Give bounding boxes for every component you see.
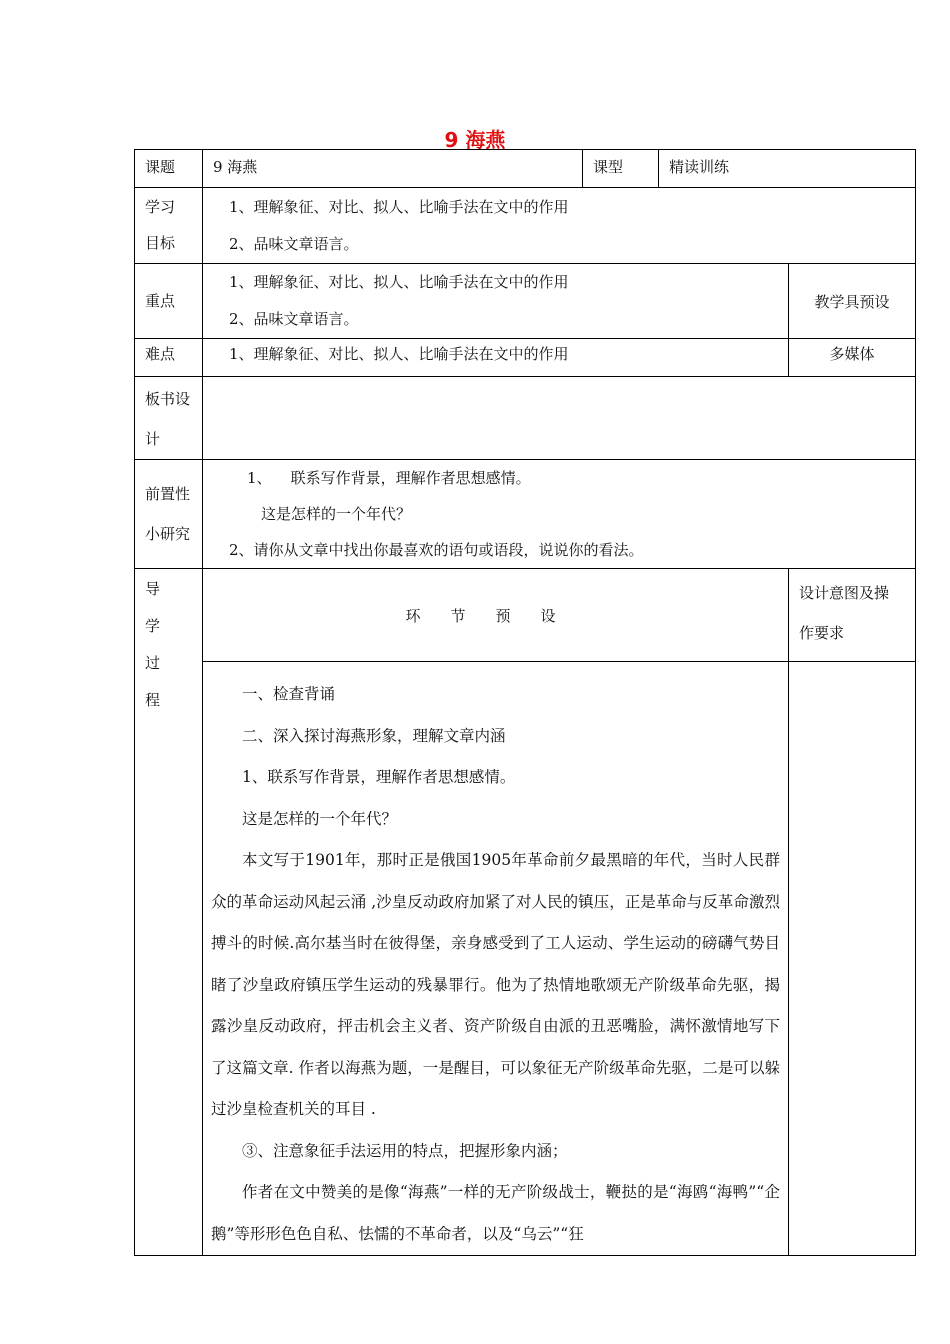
course-value: 9 海燕 — [213, 158, 258, 176]
course-type-value: 精读训练 — [669, 158, 730, 176]
process-label — [135, 569, 202, 719]
row-process-body — [135, 662, 916, 1256]
process-body — [203, 662, 788, 1255]
process-paragraph: ③、注意象征手法运用的特点，把握形象内涵； — [242, 1141, 568, 1160]
goals-label-line2: 目标 — [145, 234, 176, 252]
key-item: 2、品味文章语言。 — [229, 310, 359, 328]
process-paragraph: 本文写于1901年，那时正是俄国1905年革命前夕最黑暗的年代，当时人民群众的革命运动风起云涌 ,沙皇反动政府加紧了对人民的镇压，正是革命与反革命激烈搏斗的时候.高尔基当时在彼得堡，亲身感受到了工人运动、学生运动的磅礴气势目睹了沙皇政府镇压学生运动的残暴罪行。他为了热情地歌颂无产阶级革命先驱，揭露沙皇反动政府，抨击机会主义者、资产阶级自由派的丑恶嘴脸，满怀激情地写下了这篇文章. 作者以海燕为题，一是醒目，可以象征无产阶级革命先驱，二是可以躲过沙皇检查机关的耳目 . — [211, 851, 780, 1118]
row-process-header — [135, 569, 916, 662]
row-board — [135, 377, 916, 460]
goals-label — [135, 188, 202, 261]
row-pre-study — [135, 460, 916, 569]
page-title: 9 海燕 — [444, 128, 506, 152]
pre-study-label — [135, 474, 202, 554]
pre-study-item-1b: 这是怎样的一个年代？ — [261, 505, 412, 523]
pre-study-label-line1: 前置性 — [145, 485, 191, 503]
row-difficult — [135, 339, 916, 377]
process-paragraph: 1、联系写作背景，理解作者思想感情。 — [242, 768, 516, 786]
difficult-label: 难点 — [145, 345, 176, 363]
process-label-char: 学 — [145, 617, 161, 635]
board-label-line1: 板书设 — [145, 390, 191, 408]
pre-study-content — [203, 460, 915, 568]
intent-label — [789, 569, 915, 653]
process-label-char: 程 — [145, 691, 161, 709]
process-header: 环节预设 — [405, 606, 586, 625]
key-item: 1、理解象征、对比、拟人、比喻手法在文中的作用 — [229, 273, 569, 291]
row-key — [135, 264, 916, 339]
pre-study-item-1: 1、 联系写作背景，理解作者思想感情。 — [247, 469, 531, 487]
process-paragraph: 二、深入探讨海燕形象，理解文章内涵 — [242, 726, 506, 745]
board-label-line2: 计 — [145, 430, 161, 448]
row-course — [135, 150, 916, 188]
tools-label: 教学具预设 — [814, 292, 890, 311]
goal-item: 2、品味文章语言。 — [229, 235, 359, 253]
process-paragraph: 作者在文中赞美的是像“海燕”一样的无产阶级战士，鞭挞的是“海鸥“海鸭”“企鹅”等形形色色自私、怯懦的不革命者，以及“乌云”“狂 — [211, 1183, 780, 1243]
process-label-char: 导 — [145, 580, 161, 598]
lesson-plan-table — [134, 149, 916, 1256]
board-label — [135, 377, 202, 459]
difficult-item: 1、理解象征、对比、拟人、比喻手法在文中的作用 — [229, 345, 569, 363]
intent-label-line1: 设计意图及操 — [799, 584, 890, 602]
goals-label-line1: 学习 — [145, 198, 176, 216]
process-paragraph: 一、检查背诵 — [242, 685, 336, 703]
course-type-label: 课型 — [593, 158, 624, 176]
intent-label-line2: 作要求 — [799, 624, 845, 642]
pre-study-item-2: 2、请你从文章中找出你最喜欢的语句或语段，说说你的看法。 — [229, 541, 644, 559]
pre-study-label-line2: 小研究 — [145, 525, 191, 543]
goals-list — [203, 188, 915, 263]
key-label: 重点 — [145, 292, 176, 310]
goal-item: 1、理解象征、对比、拟人、比喻手法在文中的作用 — [229, 198, 569, 216]
course-label: 课题 — [145, 158, 176, 176]
key-list — [203, 264, 788, 338]
process-label-char: 过 — [145, 654, 161, 672]
row-goals — [135, 188, 916, 264]
process-paragraph: 这是怎样的一个年代？ — [242, 809, 398, 828]
media-label: 多媒体 — [829, 345, 875, 363]
